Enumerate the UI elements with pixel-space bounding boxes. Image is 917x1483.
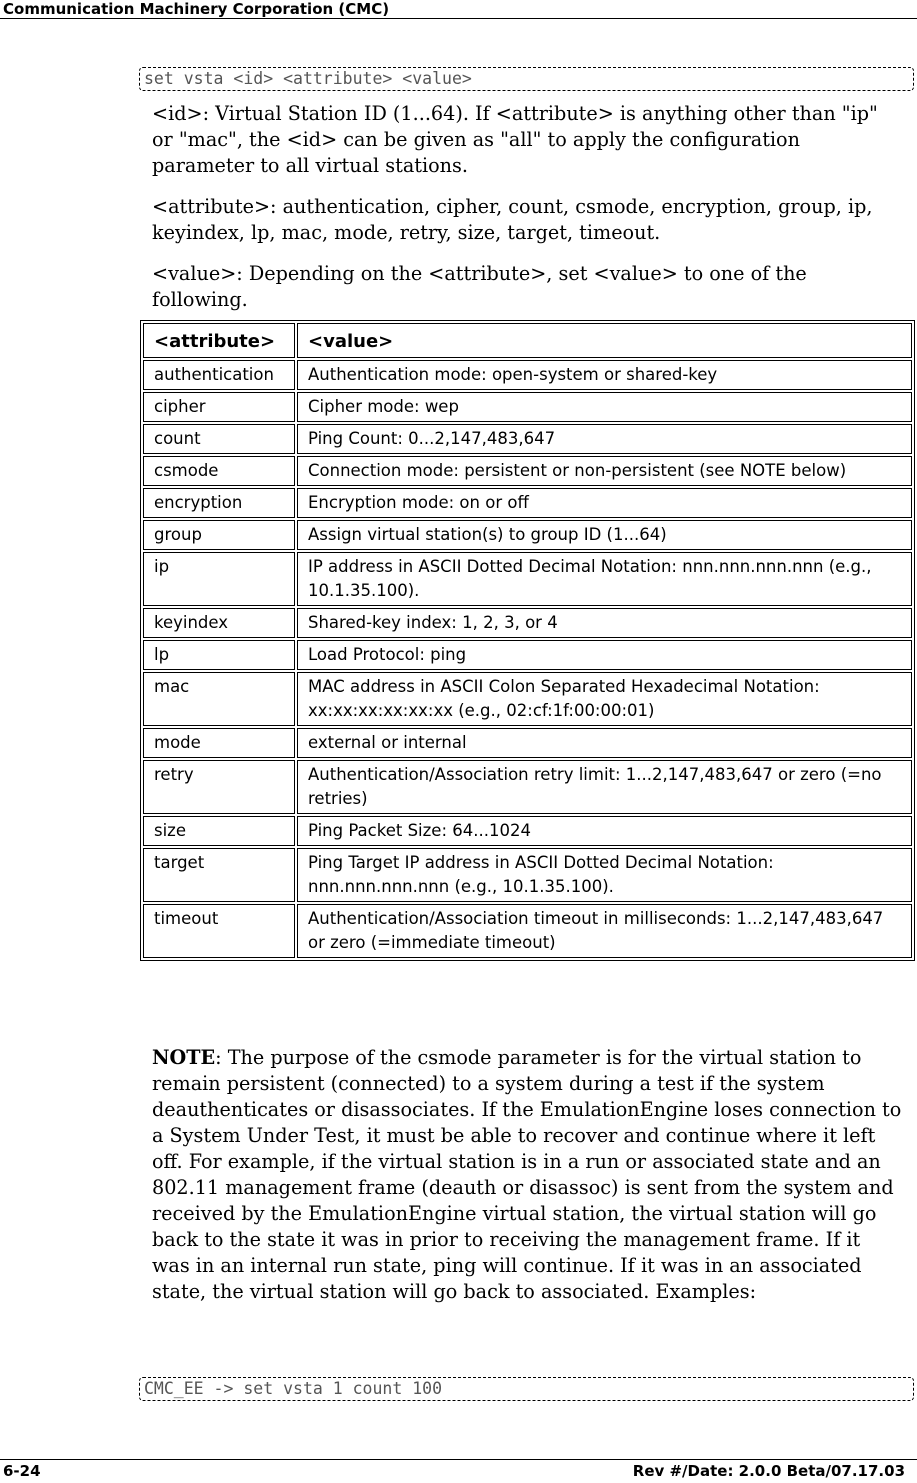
value-cell: IP address in ASCII Dotted Decimal Notation: nnn.nnn.nnn.nnn (e.g., 10.1.35.100).	[297, 552, 912, 606]
id-description: <id>: Virtual Station ID (1...64). If <attribute> is anything other than "ip" or "mac", the <id> can be given as "all" to apply the configuration parameter to all virtual stations.	[152, 102, 878, 177]
revision-info: Rev #/Date: 2.0.0 Beta/07.17.03	[632, 1462, 905, 1480]
attribute-cell: mode	[143, 728, 295, 758]
table-row	[143, 640, 912, 670]
attribute-cell: timeout	[143, 904, 295, 958]
page-header-title: Communication Machinery Corporation (CMC)	[3, 0, 390, 18]
value-cell: Authentication/Association retry limit: 1...2,147,483,647 or zero (=no retries)	[297, 760, 912, 814]
value-cell: Assign virtual station(s) to group ID (1...64)	[297, 520, 912, 550]
table-row	[143, 488, 912, 518]
csmode-note	[152, 1045, 904, 1305]
attribute-cell: retry	[143, 760, 295, 814]
attribute-cell: csmode	[143, 456, 295, 486]
table-row	[143, 360, 912, 390]
attribute-cell: keyindex	[143, 608, 295, 638]
table-row	[143, 728, 912, 758]
example-command: CMC_EE -> set vsta 1 count 100	[139, 1377, 914, 1401]
attribute-cell: authentication	[143, 360, 295, 390]
command-syntax: set vsta <id> <attribute> <value>	[139, 67, 914, 91]
table-row	[143, 848, 912, 902]
table-row	[143, 904, 912, 958]
attribute-cell: group	[143, 520, 295, 550]
table-row	[143, 552, 912, 606]
value-cell: Cipher mode: wep	[297, 392, 912, 422]
note-label: NOTE	[152, 1046, 216, 1069]
footer-rule	[0, 1459, 917, 1460]
value-cell: Shared-key index: 1, 2, 3, or 4	[297, 608, 912, 638]
column-header-value: <value>	[297, 323, 912, 358]
attribute-cell: size	[143, 816, 295, 846]
header-rule	[0, 18, 917, 19]
value-cell: Authentication mode: open-system or shared-key	[297, 360, 912, 390]
page-number: 6-24	[3, 1462, 41, 1480]
table-row	[143, 608, 912, 638]
value-cell: Authentication/Association timeout in milliseconds: 1...2,147,483,647 or zero (=immediate timeout)	[297, 904, 912, 958]
attribute-value-table	[140, 320, 915, 961]
value-cell: external or internal	[297, 728, 912, 758]
attribute-cell: mac	[143, 672, 295, 726]
attribute-cell: lp	[143, 640, 295, 670]
column-header-attribute: <attribute>	[143, 323, 295, 358]
table-row	[143, 672, 912, 726]
value-cell: Ping Packet Size: 64...1024	[297, 816, 912, 846]
attribute-cell: ip	[143, 552, 295, 606]
note-text: : The purpose of the csmode parameter is for the virtual station to remain persistent (connected) to a system during a test if the system deauthenticates or disassociates. If the EmulationEngine loses connection to a System Under Test, it must be able to recover and continue where it left off. For example, if the virtual station is in a run or associated state and an 802.11 management frame (deauth or disassoc) is sent from the system and received by the EmulationEngine virtual station, the virtual station will go back to the state it was in prior to receiving the management frame. If it was in an internal run state, ping will continue. If it was in an associated state, the virtual station will go back to associated. Examples:	[152, 1046, 902, 1303]
table-row	[143, 760, 912, 814]
value-cell: Connection mode: persistent or non-persistent (see NOTE below)	[297, 456, 912, 486]
table-row	[143, 424, 912, 454]
value-cell: Ping Target IP address in ASCII Dotted Decimal Notation: nnn.nnn.nnn.nnn (e.g., 10.1.35.100).	[297, 848, 912, 902]
value-cell: Ping Count: 0...2,147,483,647	[297, 424, 912, 454]
value-description: <value>: Depending on the <attribute>, set <value> to one of the following.	[152, 262, 807, 311]
value-cell: Encryption mode: on or off	[297, 488, 912, 518]
table-row	[143, 456, 912, 486]
table-row	[143, 520, 912, 550]
value-cell: MAC address in ASCII Colon Separated Hexadecimal Notation: xx:xx:xx:xx:xx:xx (e.g., 02:cf:1f:00:00:01)	[297, 672, 912, 726]
table-header-row	[143, 323, 912, 358]
table-row	[143, 816, 912, 846]
attribute-cell: encryption	[143, 488, 295, 518]
attribute-description: <attribute>: authentication, cipher, count, csmode, encryption, group, ip, keyindex, lp, mac, mode, retry, size, target, timeout.	[152, 195, 873, 244]
attribute-cell: count	[143, 424, 295, 454]
attribute-cell: cipher	[143, 392, 295, 422]
table-row	[143, 392, 912, 422]
value-cell: Load Protocol: ping	[297, 640, 912, 670]
attribute-cell: target	[143, 848, 295, 902]
